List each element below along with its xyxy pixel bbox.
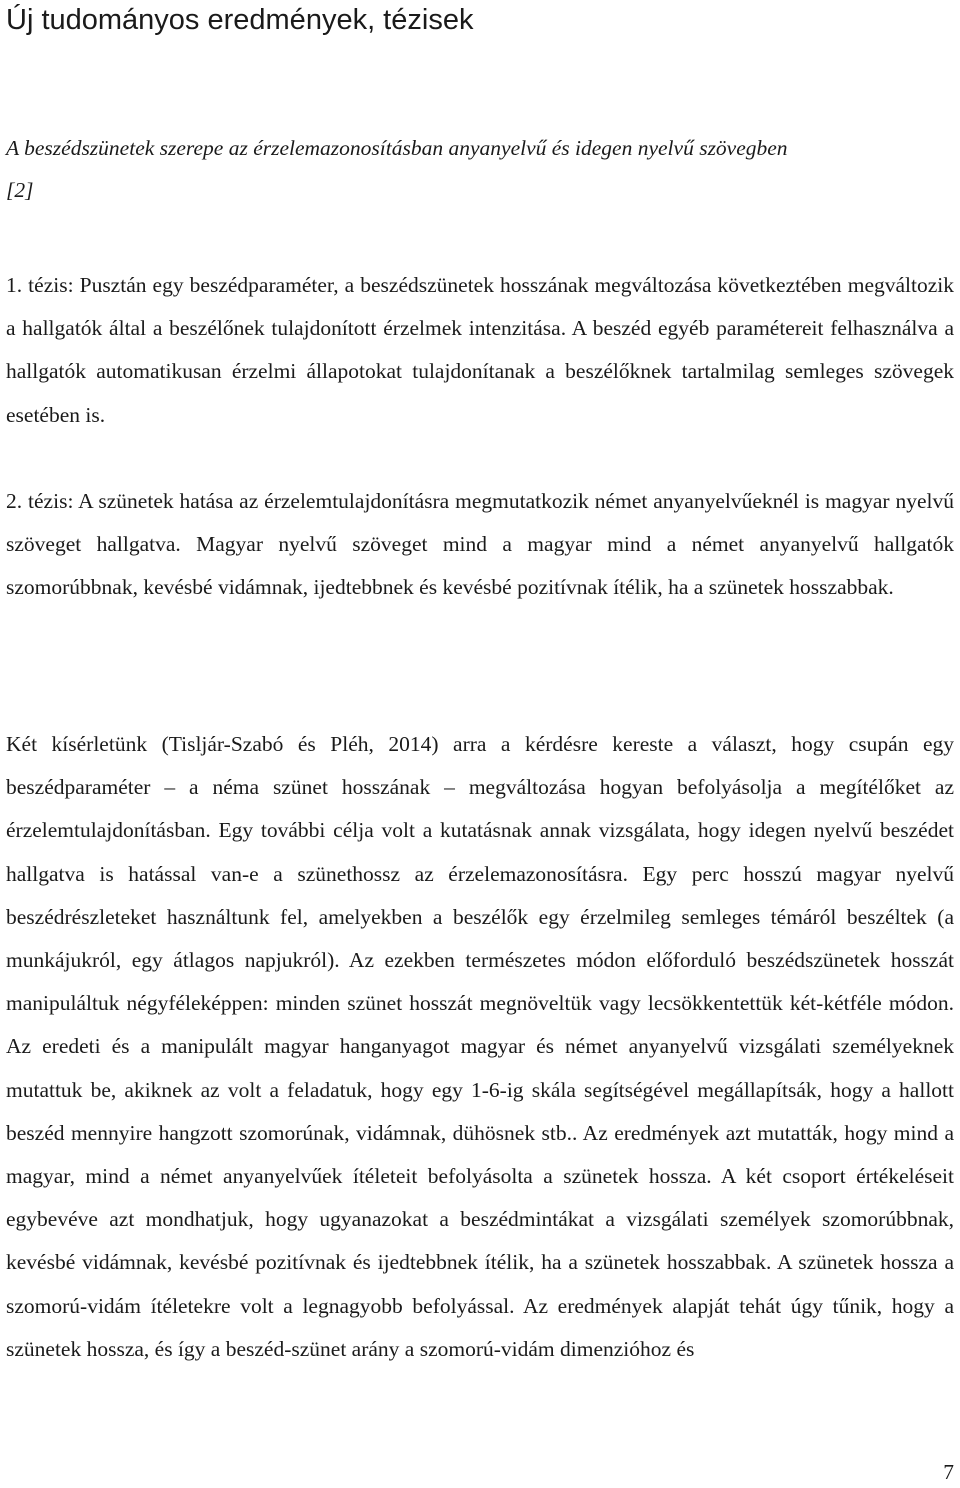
subtitle-text: A beszédszünetek szerepe az érzelemazonosításban anyanyelvű és idegen nyelvű szövegben [6, 136, 788, 160]
section-subtitle [6, 127, 954, 211]
subtitle-reference: [2] [6, 178, 34, 202]
section-heading: Új tudományos eredmények, tézisek [6, 4, 474, 36]
body-paragraph: Két kísérletünk (Tisljár-Szabó és Pléh, 2014) arra a kérdésre kereste a választ, hogy csupán egy beszédparaméter – a néma szünet hosszának – megváltozása hogyan befolyásolja a megítélőket az érzelemtulajdonításban. Egy további célja volt a kutatásnak annak vizsgálata, hogy idegen nyelvű beszédet hallgatva is hatással van-e a szünethossz az érzelemazonosításra. Egy perc hosszú magyar nyelvű beszédrészleteket használtunk fel, amelyekben a beszélők egy érzelmileg semleges témáról beszéltek (a munkájukról, egy átlagos napjukról). Az ezekben természetes módon előforduló beszédszünetek hosszát manipuláltuk négyféleképpen: minden szünet hosszát megnöveltük vagy lecsökkentettük két-kétféle módon. Az eredeti és a manipulált magyar hanganyagot magyar és német anyanyelvű vizsgálati személyeknek mutattuk be, akiknek az volt a feladatuk, hogy egy 1-6-ig skála segítségével megállapítsák, hogy a hallott beszéd mennyire hangzott szomorúnak, vidámnak, dühösnek stb.. Az eredmények azt mutatták, hogy mind a magyar, mind a német anyanyelvűek ítéleteit befolyásolta a szünetek hossza. A két csoport értékeléseit egybevéve azt mondhatjuk, hogy ugyanazokat a beszédmintákat a vizsgálati személyek szomorúbbnak, kevésbé vidámnak, kevésbé pozitívnak és ijedtebbnek ítélik, ha a szünetek hosszabbak. A szünetek hossza a szomorú-vidám ítéletekre volt a legnagyobb befolyással. Az eredmények alapját tehát úgy tűnik, hogy a szünetek hossza, és így a beszéd-szünet arány a szomorú-vidám dimenzióhoz és [6, 732, 954, 1361]
thesis-1-paragraph: 1. tézis: Pusztán egy beszédparaméter, a beszédszünetek hosszának megváltozása következtében megváltozik a hallgatók által a beszélőnek tulajdonított érzelmek intenzitása. A beszéd egyéb paramétereit felhasználva a hallgatók automatikusan érzelmi állapotokat tulajdonítanak a beszélőknek tartalmilag semleges szövegek esetében is. [6, 273, 954, 427]
page-number: 7 [943, 1460, 954, 1484]
thesis-2-paragraph: 2. tézis: A szünetek hatása az érzelemtulajdonításra megmutatkozik német anyanyelvűeknél is magyar nyelvű szöveget hallgatva. Magyar nyelvű szöveget mind a magyar mind a német anyanyelvű hallgatók szomorúbbnak, kevésbé vidámnak, ijedtebbnek és kevésbé pozitívnak ítélik, ha a szünetek hosszabbak. [6, 489, 954, 600]
